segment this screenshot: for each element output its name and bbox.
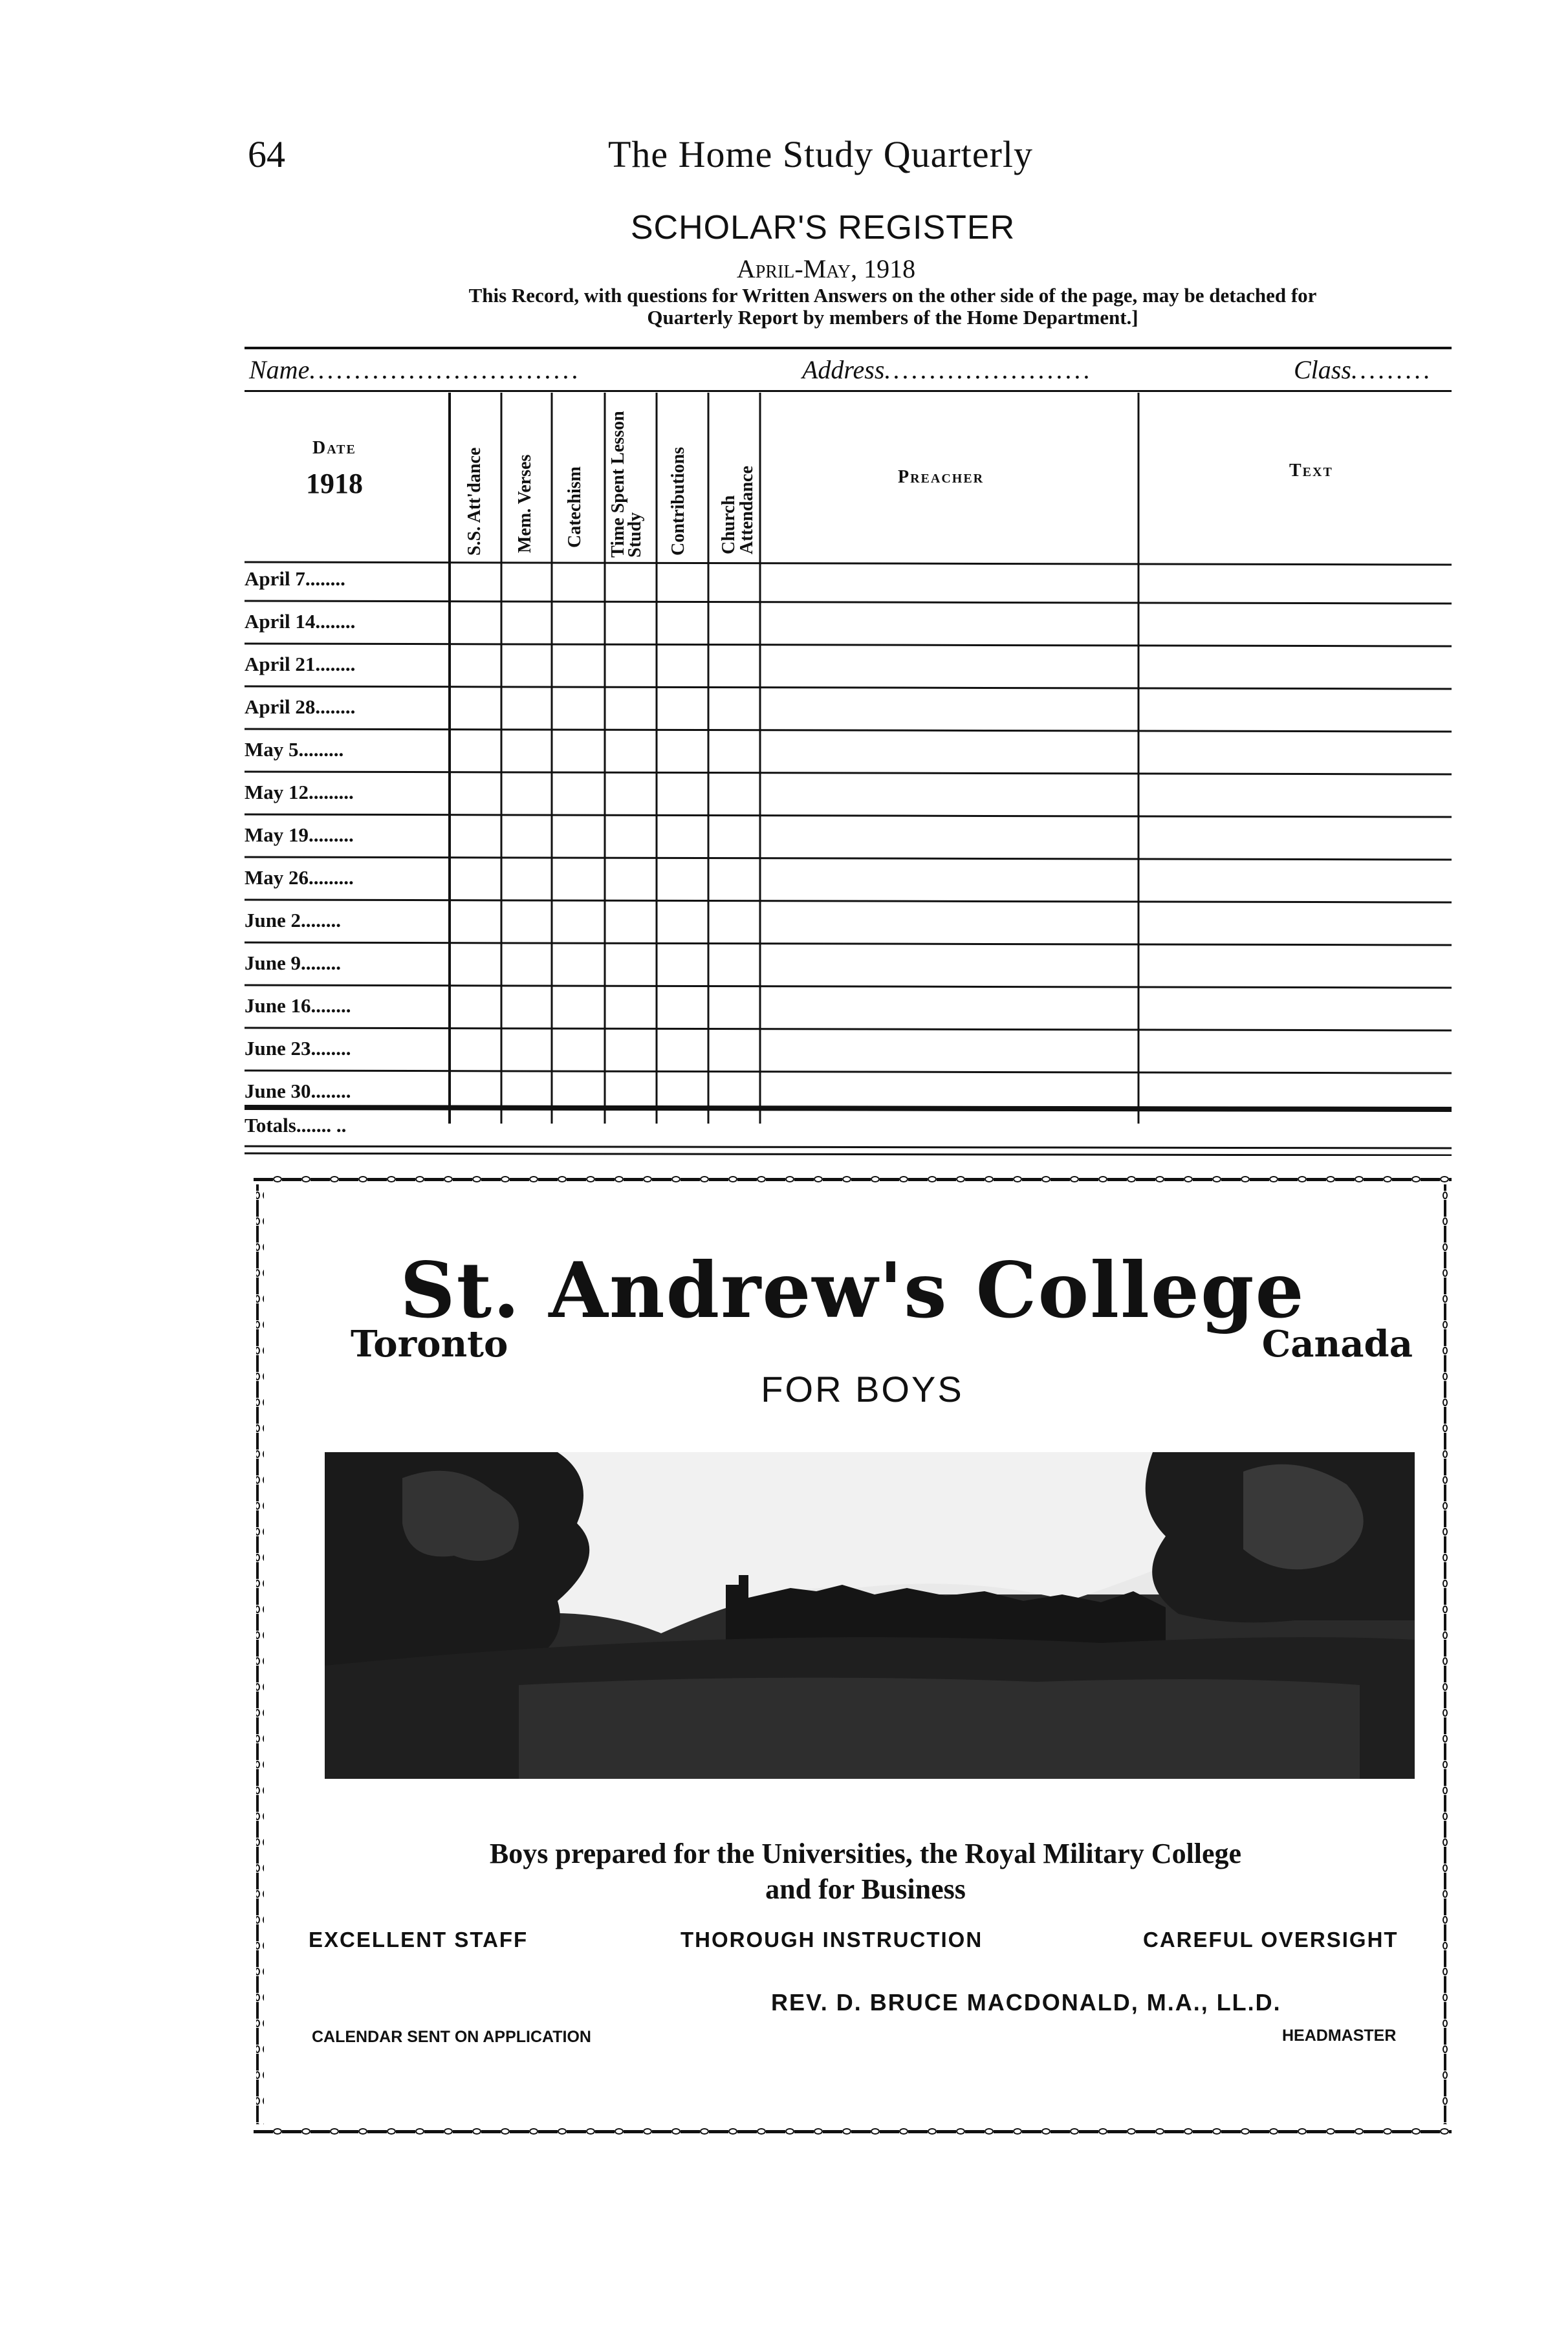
feature-oversight: CAREFUL OVERSIGHT xyxy=(1143,1928,1399,1952)
register-title: SCHOLAR'S REGISTER xyxy=(630,209,1016,246)
row-label: April 21........ xyxy=(245,653,356,675)
row-label: June 16........ xyxy=(245,994,351,1017)
running-title: The Home Study Quarterly xyxy=(608,133,1034,175)
row-label: April 28........ xyxy=(245,695,356,718)
class-label: Class xyxy=(1294,355,1351,384)
row-label: June 23........ xyxy=(245,1037,351,1060)
address-field: Address....................... xyxy=(802,355,1093,384)
col-header-ss-attendance: S.S. Att'dance xyxy=(464,447,485,556)
row-label: April 14........ xyxy=(245,610,356,633)
college-city: Toronto xyxy=(351,1323,508,1365)
class-field: Class......... xyxy=(1294,355,1433,384)
row-label: May 26......... xyxy=(245,866,354,889)
col-header-catechism: Catechism xyxy=(565,466,585,548)
register-table xyxy=(245,393,1452,1153)
calendar-note: CALENDAR SENT ON APPLICATION xyxy=(312,2028,591,2046)
name-label: Name xyxy=(249,355,310,384)
college-country: Canada xyxy=(1261,1323,1413,1365)
totals-label: Totals....... .. xyxy=(245,1114,347,1137)
feature-staff: EXCELLENT STAFF xyxy=(309,1928,528,1952)
register-grid xyxy=(245,393,1452,1156)
row-label: June 2........ xyxy=(245,909,341,931)
year-header: 1918 xyxy=(306,468,363,499)
top-rule xyxy=(245,347,1452,349)
col-header-mem-verses: Mem. Verses xyxy=(515,454,535,553)
college-advertisement xyxy=(254,1174,1452,2135)
col-header-contributions: Contributions xyxy=(668,446,688,556)
feature-instruction: THOROUGH INSTRUCTION xyxy=(681,1928,983,1952)
col-header-church-attendance: Church Attendance xyxy=(719,466,757,554)
register-note-line-2: Quarterly Report by members of the Home Department.] xyxy=(647,306,1138,329)
row-label: June 9........ xyxy=(245,952,341,974)
row-label: May 5......... xyxy=(245,738,344,761)
register-note-line-1: This Record, with questions for Written Answers on the other side of the page, may be detached for xyxy=(468,284,1317,307)
text-header: Text xyxy=(1289,461,1333,481)
row-label: May 19......... xyxy=(245,823,354,846)
col-header-time-spent: Time Spent Lesson Study xyxy=(608,411,645,558)
date-header: Date xyxy=(312,438,356,458)
college-subtitle: FOR BOYS xyxy=(761,1369,964,1409)
preacher-header: Preacher xyxy=(898,467,985,487)
college-photograph xyxy=(325,1452,1415,1779)
register-subtitle: April-May, 1918 xyxy=(736,254,916,283)
name-field: Name.............................. xyxy=(249,355,582,384)
row-label: May 12......... xyxy=(245,781,354,803)
header-rule xyxy=(245,390,1452,392)
college-description-line-2: and for Business xyxy=(765,1873,966,1905)
page-number: 64 xyxy=(248,133,285,175)
college-photo-image xyxy=(325,1452,1415,1779)
college-name: St. Andrew's College xyxy=(400,1245,1305,1335)
register-note xyxy=(336,285,1449,329)
headmaster-name: REV. D. BRUCE MACDONALD, M.A., LL.D. xyxy=(771,1989,1281,2016)
row-label: April 7........ xyxy=(245,567,345,590)
college-description-line-1: Boys prepared for the Universities, the Royal Military College xyxy=(489,1838,1242,1869)
address-label: Address xyxy=(802,355,885,384)
row-label: June 30........ xyxy=(245,1080,351,1102)
headmaster-title: HEADMASTER xyxy=(1282,2027,1397,2045)
